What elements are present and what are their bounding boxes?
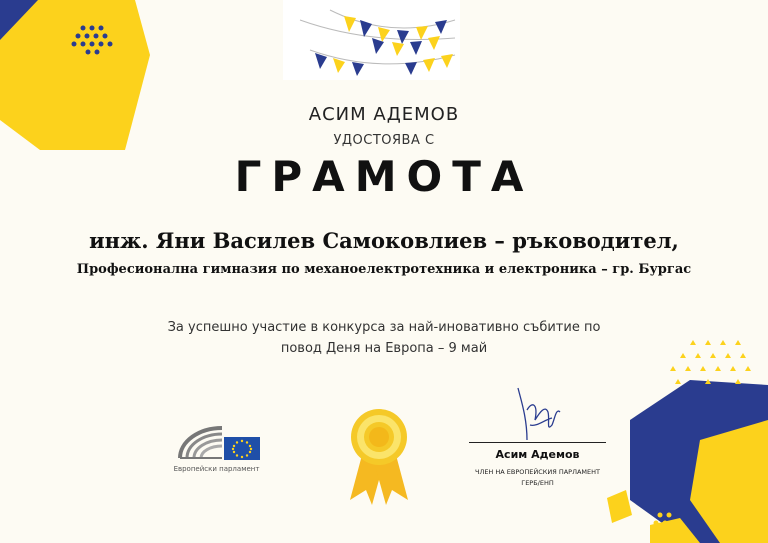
logo-label: Европейски парламент — [173, 465, 260, 473]
award-reason-line-1: За успешно участие в конкурса за най-иновативно събитие по — [167, 320, 601, 335]
award-medal — [350, 409, 408, 505]
bunting-illustration — [283, 0, 460, 80]
issuer-name: АСИМ АДЕМОВ — [308, 104, 460, 125]
signature-line — [469, 442, 606, 443]
award-reason — [0, 317, 768, 359]
european-parliament-logo — [180, 428, 260, 460]
signatory-name: Асим Адемов — [495, 448, 580, 461]
certificate-title: ГРАМОТА — [234, 152, 534, 201]
recipient-name: инж. Яни Василев Самоковлиев – ръководител, — [89, 228, 679, 253]
school-name: Професионална гимназия по механоелектротехника и електроника – гр. Бургас — [76, 262, 692, 277]
award-reason-line-2: повод Деня на Европа – 9 май — [280, 341, 488, 356]
signatory-role — [430, 467, 645, 489]
top-left-hexagons — [0, 0, 150, 150]
awards-text: УДОСТОЯВА С — [333, 133, 435, 148]
handwritten-signature — [518, 388, 560, 440]
signatory-role-line-1: ЧЛЕН НА ЕВРОПЕЙСКИЯ ПАРЛАМЕНТ — [474, 468, 601, 476]
bottom-right-hexagons — [607, 380, 768, 543]
signatory-role-line-2: ГЕРБ/ЕНП — [521, 479, 554, 487]
